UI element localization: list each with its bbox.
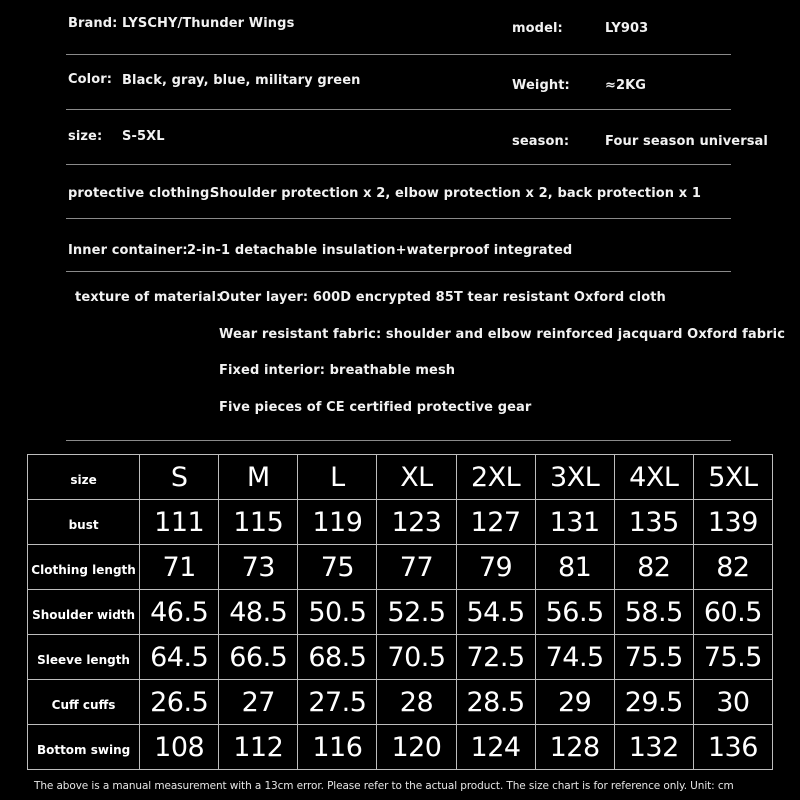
table-cell: 132 — [614, 725, 693, 770]
table-cell: 28.5 — [456, 680, 535, 725]
material-line: Outer layer: 600D encrypted 85T tear resistant Oxford cloth — [219, 290, 666, 305]
size-column-header: 5XL — [693, 455, 772, 500]
material-line: Fixed interior: breathable mesh — [219, 363, 456, 378]
color-label: Color: — [68, 72, 113, 87]
table-row — [28, 635, 773, 680]
table-cell: 77 — [377, 545, 456, 590]
table-cell: 29.5 — [614, 680, 693, 725]
row-label: Shoulder width — [28, 590, 140, 635]
divider — [66, 218, 731, 219]
table-row — [28, 545, 773, 590]
divider — [66, 54, 731, 55]
table-cell: 82 — [693, 545, 772, 590]
size-column-header: XL — [377, 455, 456, 500]
footnote: The above is a manual measurement with a 13cm error. Please refer to the actual product. The size chart is for reference only. Unit: cm — [34, 780, 734, 792]
table-cell: 71 — [140, 545, 219, 590]
size-value: S-5XL — [122, 129, 165, 144]
size-label: size: — [68, 129, 103, 144]
table-cell: 127 — [456, 500, 535, 545]
table-row — [28, 680, 773, 725]
model-value: LY903 — [605, 21, 649, 36]
table-cell: 29 — [535, 680, 614, 725]
model-label: model: — [512, 21, 563, 36]
table-cell: 136 — [693, 725, 772, 770]
table-cell: 26.5 — [140, 680, 219, 725]
size-column-header: 3XL — [535, 455, 614, 500]
table-cell: 115 — [219, 500, 298, 545]
table-cell: 74.5 — [535, 635, 614, 680]
row-label: Cuff cuffs — [28, 680, 140, 725]
divider — [66, 109, 731, 110]
table-cell: 64.5 — [140, 635, 219, 680]
material-line: Five pieces of CE certified protective gear — [219, 400, 532, 415]
table-cell: 111 — [140, 500, 219, 545]
divider — [66, 440, 731, 441]
table-cell: 75.5 — [693, 635, 772, 680]
table-cell: 27.5 — [298, 680, 377, 725]
table-cell: 54.5 — [456, 590, 535, 635]
size-column-header: L — [298, 455, 377, 500]
table-cell: 68.5 — [298, 635, 377, 680]
brand-label: Brand: — [68, 16, 118, 31]
size-column-header: 2XL — [456, 455, 535, 500]
table-cell: 119 — [298, 500, 377, 545]
table-cell: 56.5 — [535, 590, 614, 635]
table-cell: 75 — [298, 545, 377, 590]
table-cell: 112 — [219, 725, 298, 770]
material-label: texture of material: — [75, 290, 222, 305]
table-cell: 75.5 — [614, 635, 693, 680]
table-cell: 123 — [377, 500, 456, 545]
table-cell: 27 — [219, 680, 298, 725]
table-cell: 131 — [535, 500, 614, 545]
table-cell: 108 — [140, 725, 219, 770]
table-cell: 81 — [535, 545, 614, 590]
weight-value: ≈2KG — [605, 78, 647, 93]
table-cell: 50.5 — [298, 590, 377, 635]
row-label: Clothing length — [28, 545, 140, 590]
color-value: Black, gray, blue, military green — [122, 73, 361, 88]
table-cell: 72.5 — [456, 635, 535, 680]
table-cell: 66.5 — [219, 635, 298, 680]
season-label: season: — [512, 134, 570, 149]
table-cell: 30 — [693, 680, 772, 725]
table-cell: 60.5 — [693, 590, 772, 635]
table-cell: 128 — [535, 725, 614, 770]
table-cell: 139 — [693, 500, 772, 545]
row-label: Sleeve length — [28, 635, 140, 680]
table-header-row — [28, 455, 773, 500]
inner-value: 2-in-1 detachable insulation+waterproof integrated — [187, 243, 573, 258]
row-label: bust — [28, 500, 140, 545]
table-cell: 116 — [298, 725, 377, 770]
table-cell: 58.5 — [614, 590, 693, 635]
table-cell: 82 — [614, 545, 693, 590]
table-cell: 46.5 — [140, 590, 219, 635]
table-cell: 28 — [377, 680, 456, 725]
table-cell: 70.5 — [377, 635, 456, 680]
table-row — [28, 725, 773, 770]
protective-label: protective clothing: — [68, 186, 215, 201]
brand-value: LYSCHY/Thunder Wings — [122, 16, 295, 31]
table-cell: 120 — [377, 725, 456, 770]
size-column-header: M — [219, 455, 298, 500]
table-row — [28, 590, 773, 635]
table-cell: 48.5 — [219, 590, 298, 635]
table-cell: 73 — [219, 545, 298, 590]
size-chart-table — [27, 454, 773, 770]
row-label: Bottom swing — [28, 725, 140, 770]
size-header-label: size — [28, 455, 140, 500]
material-line: Wear resistant fabric: shoulder and elbow reinforced jacquard Oxford fabric — [219, 327, 786, 342]
table-cell: 52.5 — [377, 590, 456, 635]
weight-label: Weight: — [512, 78, 570, 93]
divider — [66, 271, 731, 272]
season-value: Four season universal — [605, 134, 768, 149]
divider — [66, 164, 731, 165]
table-row — [28, 500, 773, 545]
inner-label: Inner container: — [68, 243, 188, 258]
table-cell: 135 — [614, 500, 693, 545]
size-column-header: S — [140, 455, 219, 500]
size-column-header: 4XL — [614, 455, 693, 500]
table-cell: 79 — [456, 545, 535, 590]
protective-value: Shoulder protection x 2, elbow protection x 2, back protection x 1 — [210, 186, 702, 201]
table-cell: 124 — [456, 725, 535, 770]
